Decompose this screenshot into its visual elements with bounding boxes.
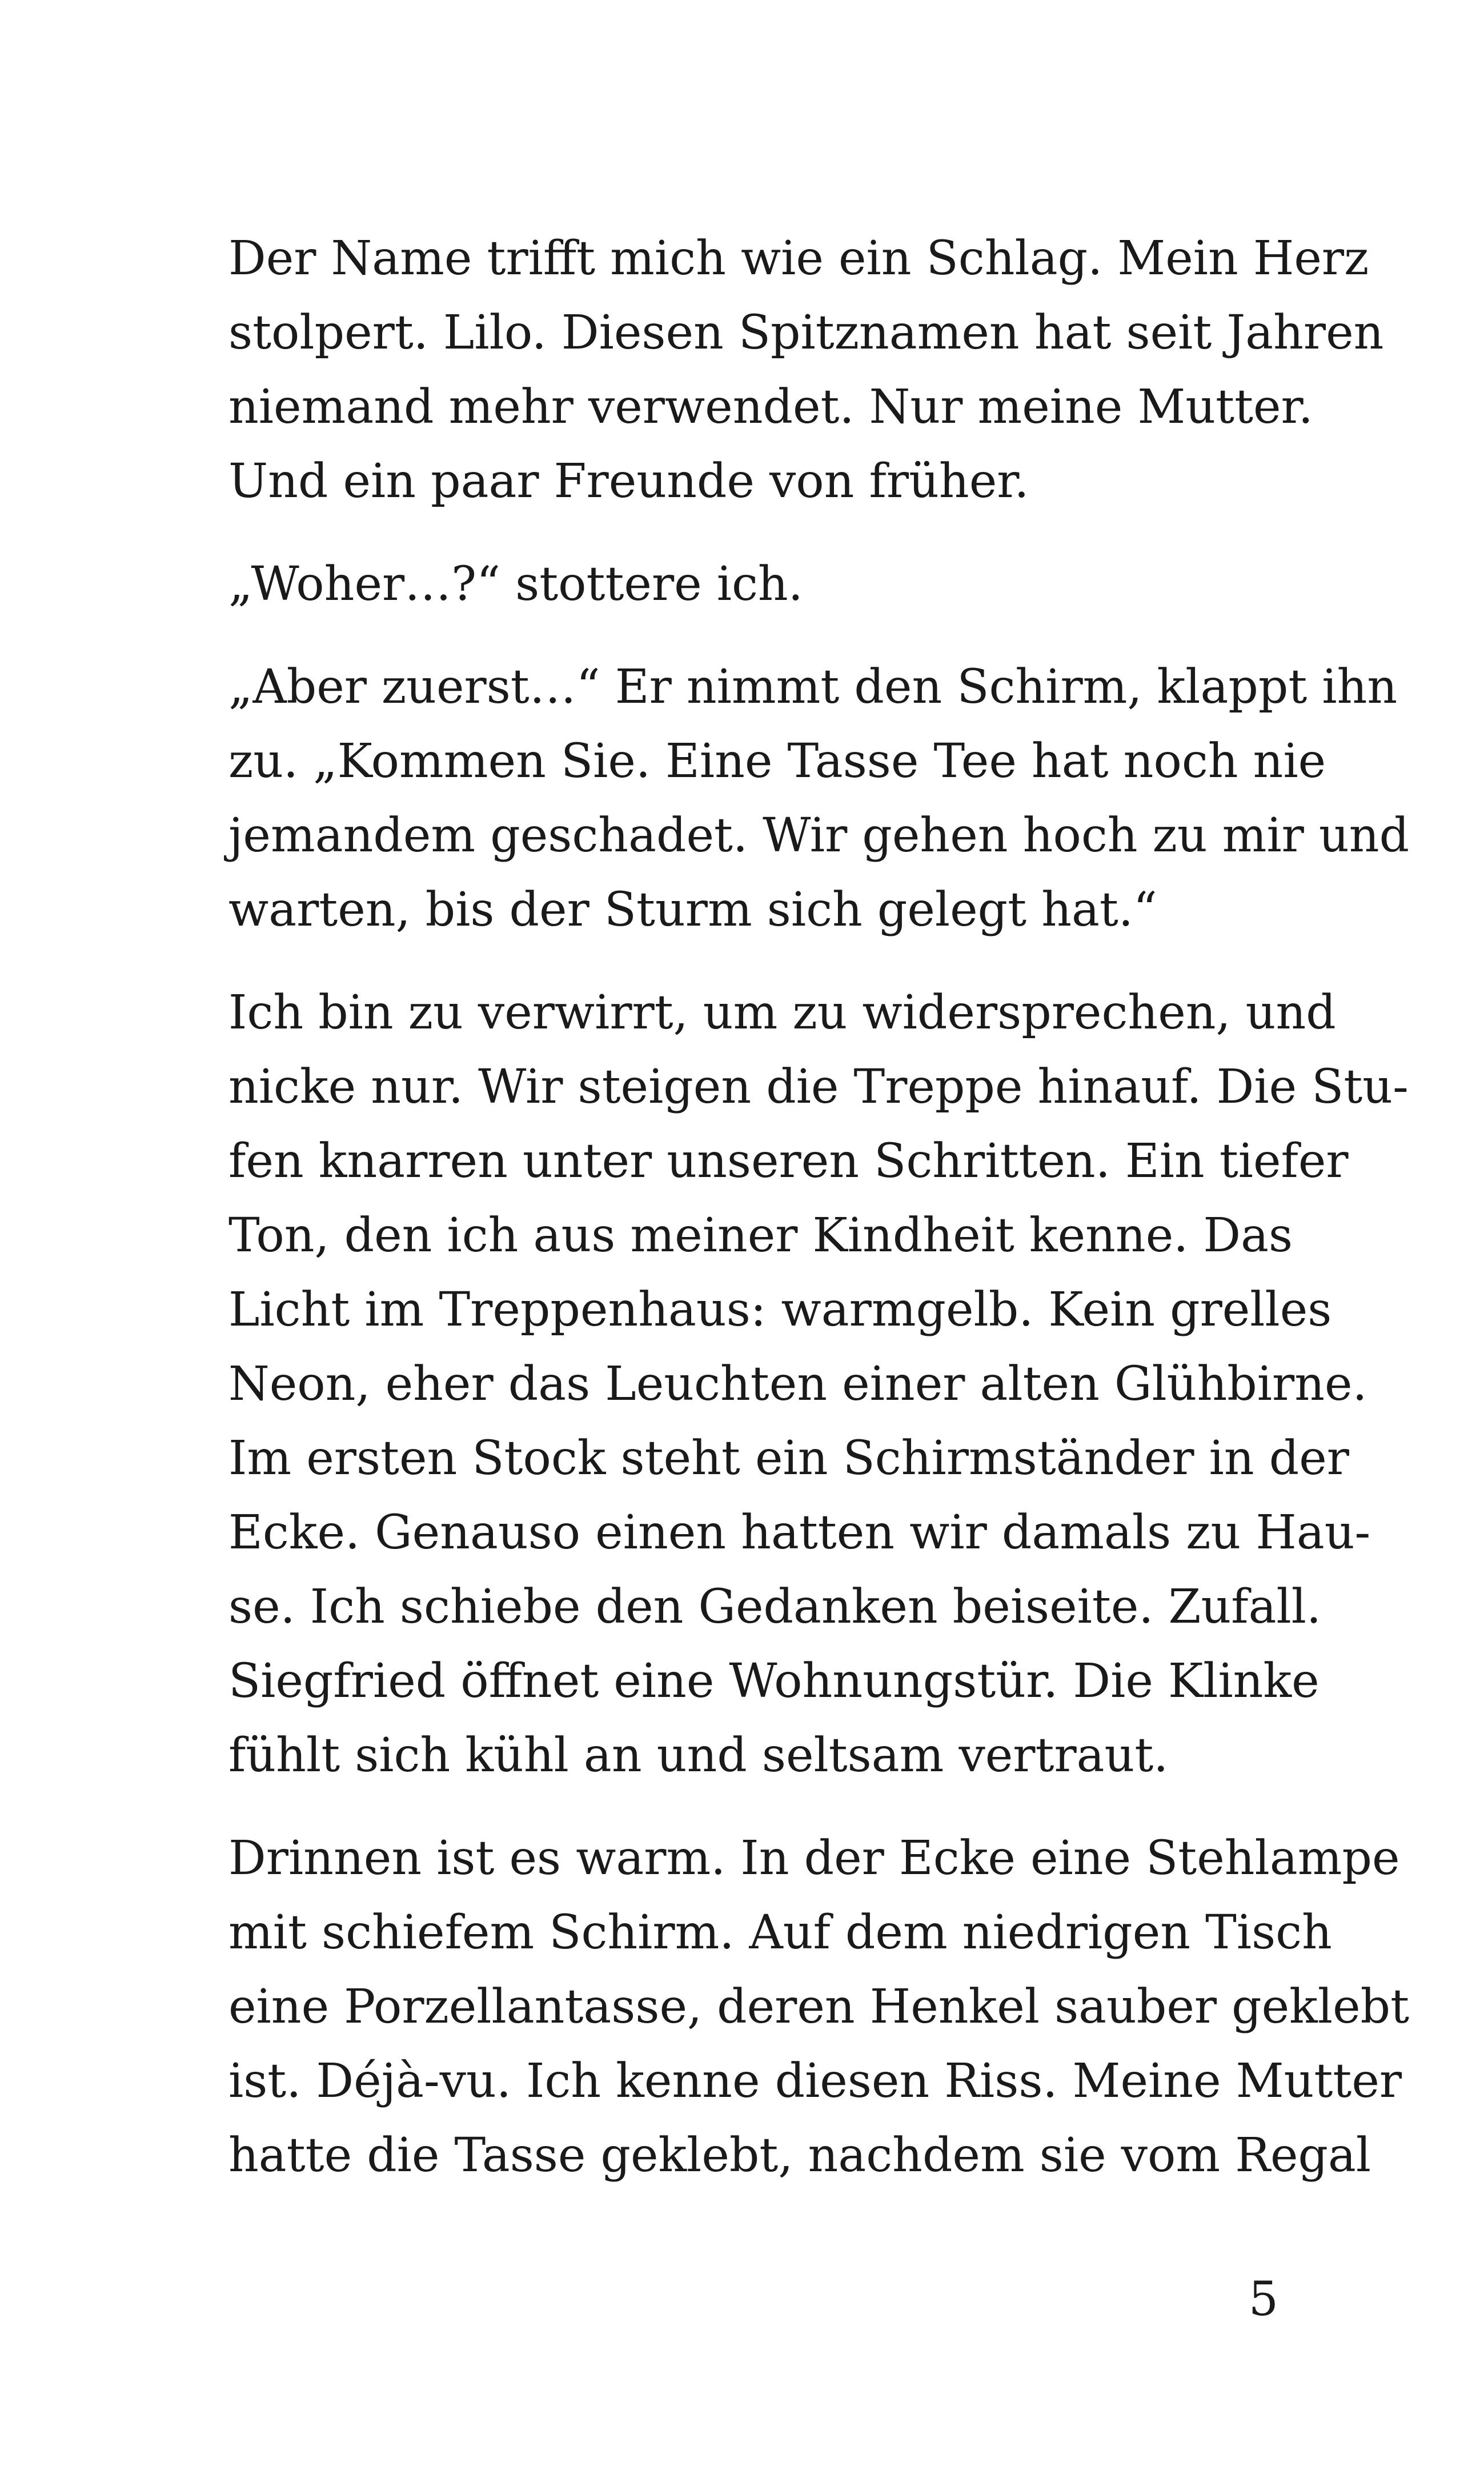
paragraph-3 — [228, 650, 1410, 947]
text-line: zu. „Kommen Sie. Eine Tasse Tee hat noch nie — [228, 734, 1326, 788]
paragraph-4 — [228, 976, 1409, 1793]
text-line: ist. Déjà-vu. Ich kenne diesen Riss. Meine Mutter — [228, 2054, 1402, 2108]
text-line: eine Porzellantasse, deren Henkel sauber geklebt — [228, 1980, 1410, 2034]
text-line: warten, bis der Sturm sich gelegt hat.“ — [228, 883, 1157, 937]
page-number: 5 — [1248, 2272, 1278, 2327]
text-line: „Woher…?“ stottere ich. — [228, 557, 803, 611]
text-line: stolpert. Lilo. Diesen Spitznamen hat seit Jahren — [228, 306, 1384, 360]
text-line: fühlt sich kühl an und seltsam vertraut. — [228, 1728, 1169, 1783]
paragraph-1 — [228, 222, 1384, 519]
text-line: „Aber zuerst…“ Er nimmt den Schirm, klappt ihn — [228, 660, 1398, 714]
text-line: Siegfried öffnet eine Wohnungstür. Die Klinke — [228, 1654, 1319, 1708]
body-text — [228, 222, 1410, 2193]
text-line: hatte die Tasse geklebt, nachdem sie vom Regal — [228, 2128, 1371, 2183]
text-line: fen knarren unter unseren Schritten. Ein tiefer — [228, 1134, 1349, 1188]
text-line: Der Name trifft mich wie ein Schlag. Mein Herz — [228, 231, 1369, 286]
text-line: Ecke. Genauso einen hatten wir damals zu Hau- — [228, 1506, 1371, 1560]
text-line: niemand mehr verwendet. Nur meine Mutter. — [228, 380, 1313, 434]
text-line: mit schiefem Schirm. Auf dem niedrigen Tisch — [228, 1905, 1332, 1960]
text-line: Licht im Treppenhaus: warmgelb. Kein grelles — [228, 1283, 1332, 1337]
paragraph-5 — [228, 1822, 1410, 2193]
text-line: Im ersten Stock steht ein Schirmständer in der — [228, 1431, 1349, 1486]
text-line: Und ein paar Freunde von früher. — [228, 454, 1029, 509]
text-line: Drinnen ist es warm. In der Ecke eine Stehlampe — [228, 1831, 1400, 1885]
text-line: Ich bin zu verwirrt, um zu widersprechen, und — [228, 986, 1336, 1040]
text-line: Neon, eher das Leuchten einer alten Glühbirne. — [228, 1357, 1367, 1411]
text-line: nicke nur. Wir steigen die Treppe hinauf. Die Stu- — [228, 1060, 1409, 1114]
paragraph-2 — [228, 547, 1278, 622]
text-line: jemandem geschadet. Wir gehen hoch zu mir und — [228, 808, 1410, 863]
text-line: se. Ich schiebe den Gedanken beiseite. Zufall. — [228, 1580, 1322, 1634]
text-line: Ton, den ich aus meiner Kindheit kenne. Das — [228, 1208, 1293, 1263]
